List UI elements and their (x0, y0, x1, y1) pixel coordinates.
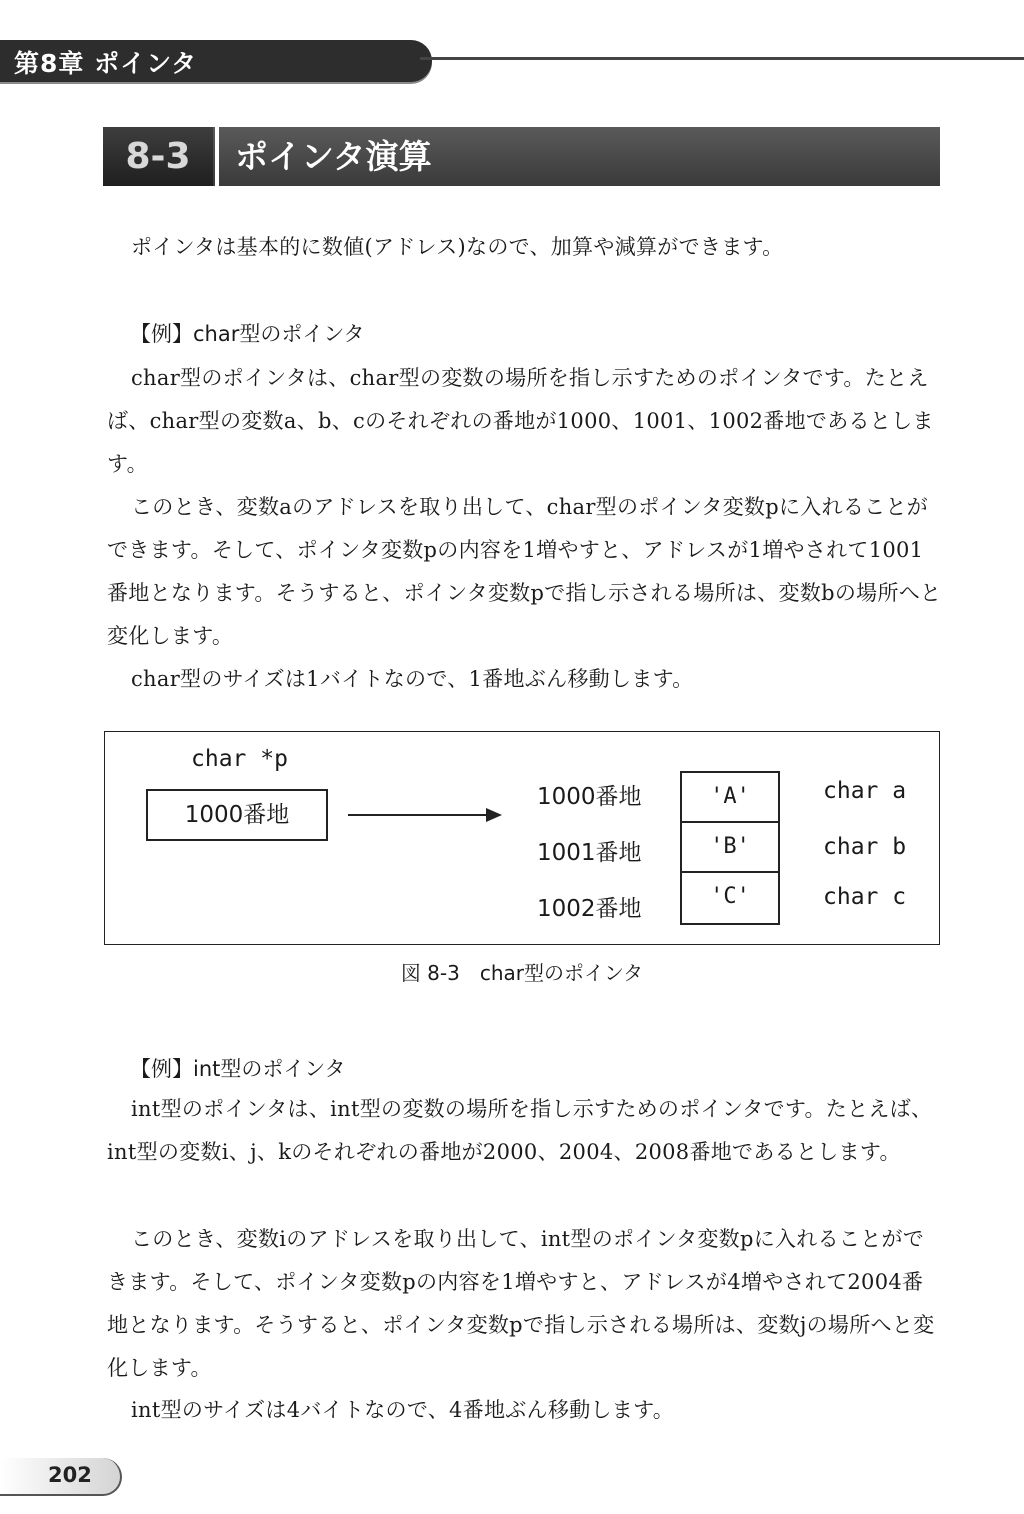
pointer-variable-label: char *p (191, 746, 288, 772)
arrow-head-icon (486, 808, 502, 822)
char-paragraph-3: char型のサイズは1バイトなので、1番地ぶん移動します。 (131, 667, 694, 691)
header-rule (420, 57, 1024, 60)
char-paragraph-1: char型のポインタは、char型の変数の場所を指し示すためのポインタです。たとえば、char型の変数a、b、cのそれぞれの番地が1000、1001、1002番地であるとします。 (107, 366, 934, 476)
int-paragraph-2: このとき、変数iのアドレスを取り出して、int型のポインタ変数pに入れることができます。そして、ポインタ変数pの内容を1増やすと、アドレスが4増やされて2004番地となります。そうすると、ポインタ変数pで指し示される場所は、変数jの場所へと変化します。 (107, 1227, 935, 1380)
section-divider (215, 127, 219, 186)
int-paragraph-3: int型のサイズは4バイトなので、4番地ぶん移動します。 (131, 1398, 675, 1422)
figure-caption: 図 8-3 char型のポインタ (400, 961, 644, 985)
chapter-label: 第8章 ポインタ (14, 49, 198, 78)
int-paragraph-1: int型のポインタは、int型の変数の場所を指し示すためのポインタです。たとえば、int型の変数i、j、kのそれぞれの番地が2000、2004、2008番地であるとします。 (107, 1097, 933, 1164)
memory-cell: 'A' (680, 771, 780, 823)
intro-paragraph: ポインタは基本的に数値(アドレス)なので、加算や減算ができます。 (131, 235, 784, 259)
page-number-tab (0, 1458, 122, 1496)
section-title: ポインタ演算 (235, 137, 432, 176)
section-number: 8-3 (103, 127, 213, 186)
address-label: 1000番地 (537, 784, 642, 810)
address-label: 1002番地 (537, 896, 642, 922)
address-label: 1001番地 (537, 840, 642, 866)
variable-label: char a (823, 778, 907, 804)
section-heading (103, 127, 940, 186)
pointer-arrow (348, 814, 488, 816)
int-example-heading: 【例】int型のポインタ (130, 1057, 346, 1081)
pointer-value-box: 1000番地 (146, 789, 328, 841)
variable-label: char b (823, 834, 907, 860)
memory-cell: 'B' (680, 821, 780, 873)
chapter-header (0, 40, 432, 82)
memory-cell: 'C' (680, 871, 780, 925)
char-example-heading: 【例】char型のポインタ (130, 322, 365, 346)
pointer-diagram (104, 731, 940, 945)
variable-label: char c (823, 884, 907, 910)
page-number: 202 (48, 1463, 92, 1487)
char-paragraph-2: このとき、変数aのアドレスを取り出して、char型のポインタ変数pに入れることができます。そして、ポインタ変数pの内容を1増やすと、アドレスが1増やされて1001番地となります。そうすると、ポインタ変数pで指し示される場所は、変数bの場所へと変化します。 (107, 495, 942, 648)
